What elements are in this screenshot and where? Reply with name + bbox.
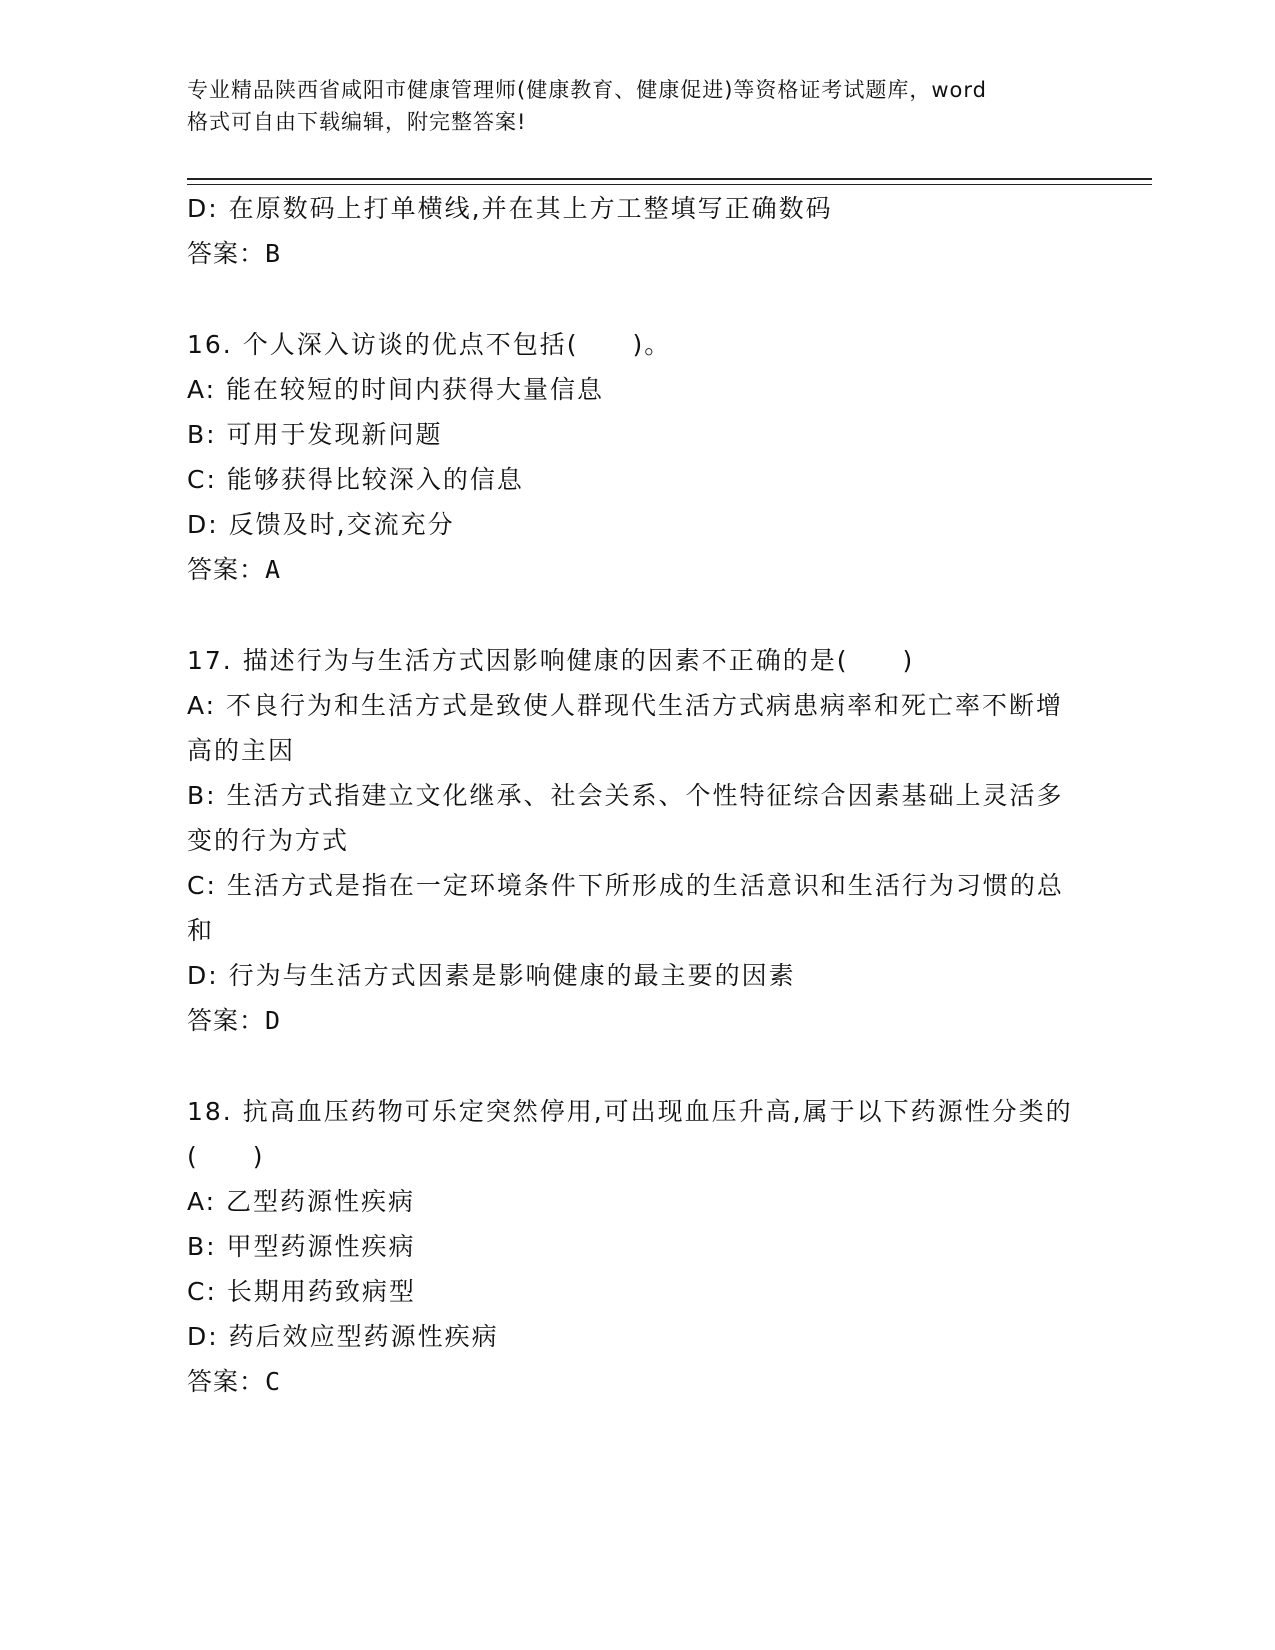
option-b: B: 甲型药源性疾病 — [187, 1232, 416, 1261]
header-line-1: 专业精品陕西省咸阳市健康管理师(健康教育、健康促进)等资格证考试题库，word — [187, 78, 988, 102]
question-17 — [187, 638, 1087, 1043]
spacer — [187, 276, 1087, 322]
question-18 — [187, 1089, 1087, 1404]
option-d: D: 在原数码上打单横线,并在其上方工整填写正确数码 — [187, 194, 833, 223]
answer-label: 答案： — [187, 1367, 266, 1396]
answer-line — [187, 547, 1087, 592]
header-divider-thick — [187, 178, 1152, 180]
answer-line — [187, 998, 1087, 1043]
option-c: C: 生活方式是指在一定环境条件下所形成的生活意识和生活行为习惯的总和 — [187, 871, 1064, 945]
answer-label: 答案： — [187, 239, 266, 268]
option-a: A: 乙型药源性疾病 — [187, 1187, 416, 1216]
option-b: B: 生活方式指建立文化继承、社会关系、个性特征综合因素基础上灵活多变的行为方式 — [187, 781, 1064, 855]
option-d: D: 行为与生活方式因素是影响健康的最主要的因素 — [187, 961, 796, 990]
answer-line — [187, 231, 1087, 276]
option-a: A: 不良行为和生活方式是致使人群现代生活方式病患病率和死亡率不断增高的主因 — [187, 691, 1064, 765]
answer-label: 答案： — [187, 1006, 266, 1035]
answer-value: B — [265, 239, 282, 268]
option-d: D: 药后效应型药源性疾病 — [187, 1322, 499, 1351]
header-divider-thin — [187, 184, 1152, 185]
option-d: D: 反馈及时,交流充分 — [187, 510, 455, 539]
spacer — [187, 592, 1087, 638]
answer-value: A — [265, 555, 282, 584]
answer-label: 答案： — [187, 555, 266, 584]
answer-line — [187, 1359, 1087, 1404]
question-16 — [187, 322, 1087, 592]
option-b: B: 可用于发现新问题 — [187, 420, 443, 449]
question-stem: 18. 抗高血压药物可乐定突然停用,可出现血压升高,属于以下药源性分类的( ) — [187, 1097, 1073, 1171]
header-line-2: 格式可自由下载编辑，附完整答案! — [187, 110, 527, 134]
spacer — [187, 1043, 1087, 1089]
question-stem: 16. 个人深入访谈的优点不包括( )。 — [187, 330, 672, 359]
page-header — [187, 74, 1087, 138]
option-a: A: 能在较短的时间内获得大量信息 — [187, 375, 605, 404]
question-stem: 17. 描述行为与生活方式因影响健康的因素不正确的是( ) — [187, 646, 915, 675]
option-c: C: 能够获得比较深入的信息 — [187, 465, 524, 494]
continued-question — [187, 186, 1087, 276]
answer-value: C — [265, 1367, 282, 1396]
question-list — [187, 186, 1087, 1404]
answer-value: D — [265, 1006, 282, 1035]
option-c: C: 长期用药致病型 — [187, 1277, 416, 1306]
